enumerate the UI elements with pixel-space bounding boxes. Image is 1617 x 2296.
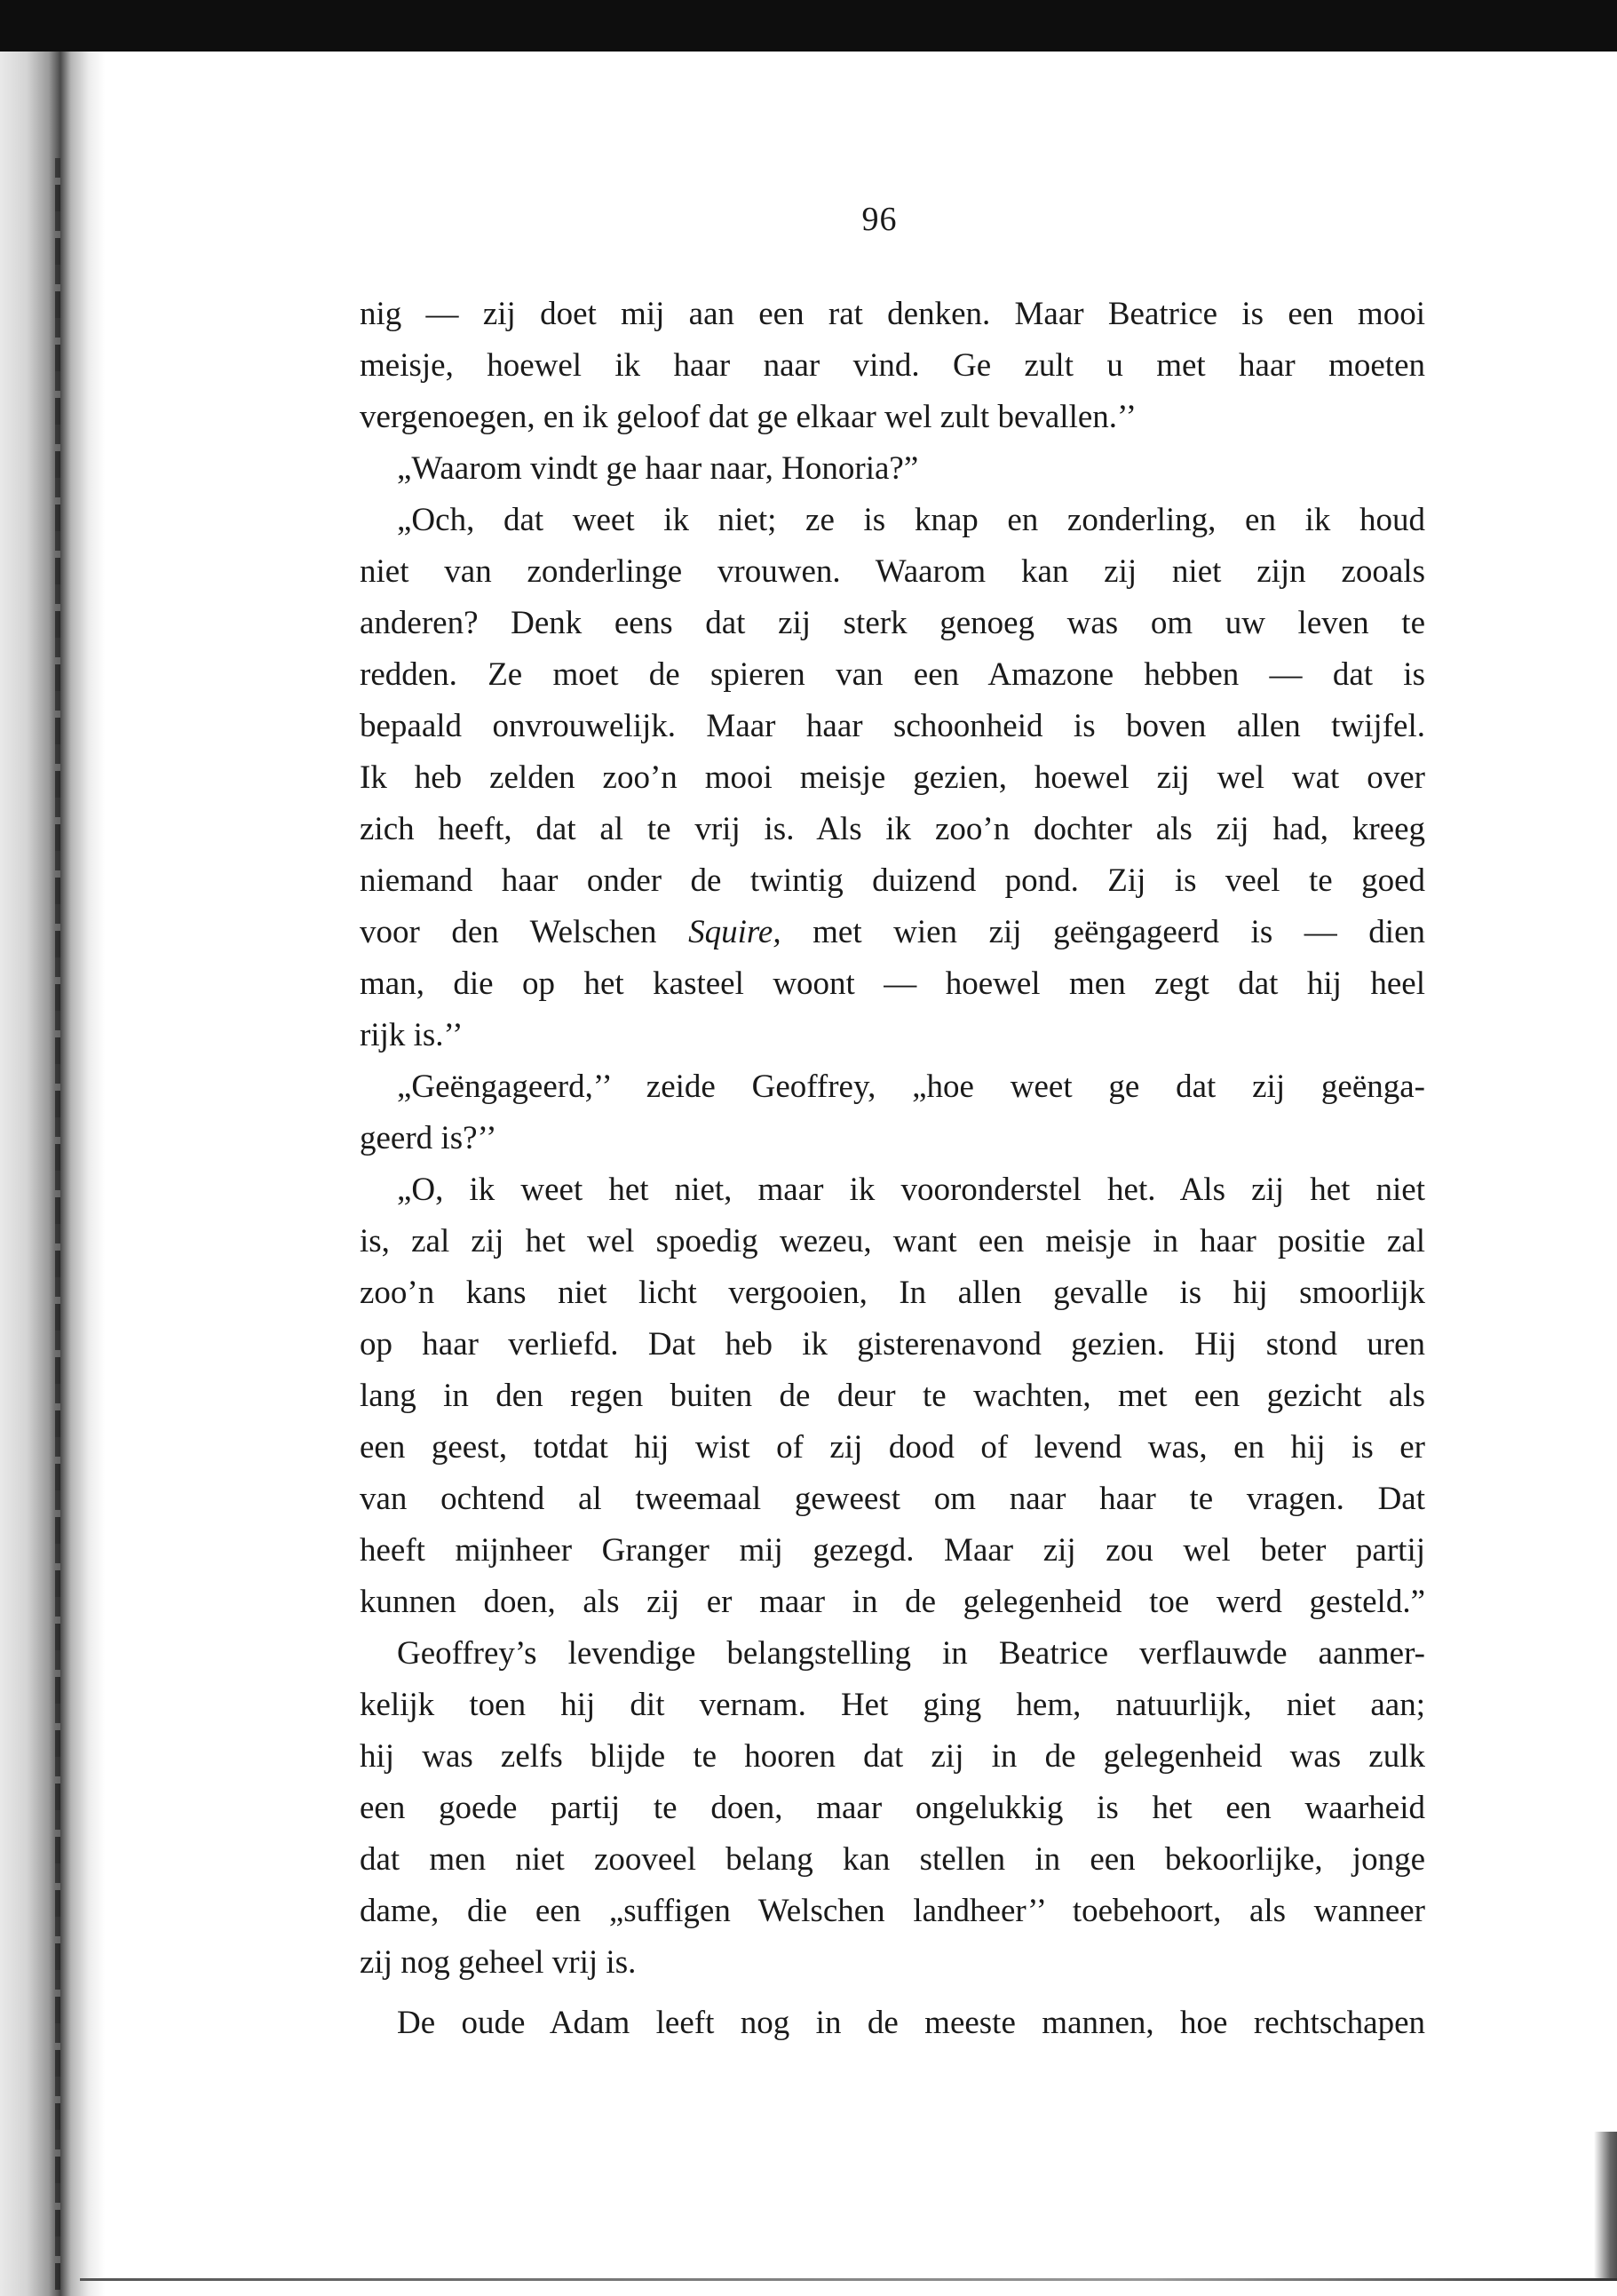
text-line: dame, die een „suffigen Welschen landheer’’ toebehoort, als wanneer (360, 1893, 1425, 1929)
text-line: zoo’n kans niet licht vergooien, In allen gevalle is hij smoorlijk (360, 1275, 1425, 1311)
text-line: lang in den regen buiten de deur te wachten, met een gezicht als (360, 1378, 1425, 1414)
text-segment: voor den Welschen (360, 914, 689, 950)
text-line: nig — zij doet mij aan een rat denken. Maar Beatrice is een mooi (360, 296, 1425, 332)
text-line: zij nog geheel vrij is. (360, 1944, 637, 1981)
text-line: kelijk toen hij dit vernam. Het ging hem, natuurlijk, niet aan; (360, 1687, 1425, 1723)
text-line: kunnen doen, als zij er maar in de gelegenheid toe werd gesteld.” (360, 1584, 1425, 1620)
text-line: redden. Ze moet de spieren van een Amazone hebben — dat is (360, 656, 1425, 693)
italic-term: Squire, (688, 914, 781, 950)
text-line: „O, ik weet het niet, maar ik vooronderstel het. Als zij het niet (397, 1172, 1425, 1208)
text-line: zich heeft, dat al te vrij is. Als ik zoo’n dochter als zij had, kreeg (360, 811, 1425, 847)
text-line: een geest, totdat hij wist of zij dood of levend was, en hij is er (360, 1429, 1425, 1466)
page-number: 96 (861, 201, 898, 238)
text-line: meisje, hoewel ik haar naar vind. Ge zult u met haar moeten (360, 347, 1425, 384)
text-line (360, 907, 1425, 958)
text-line: „Waarom vindt ge haar naar, Honoria?” (397, 450, 919, 487)
text-line: niet van zonderlinge vrouwen. Waarom kan zij niet zijn zooals (360, 553, 1425, 590)
scan-top-border (0, 0, 1617, 52)
text-line: een goede partij te doen, maar ongelukkig is het een waarheid (360, 1790, 1425, 1826)
text-line: De oude Adam leeft nog in de meeste mannen, hoe rechtschapen (397, 2005, 1425, 2041)
text-line: is, zal zij het wel spoedig wezeu, want een meisje in haar positie zal (360, 1223, 1425, 1259)
text-line: heeft mijnheer Granger mij gezegd. Maar zij zou wel beter partij (360, 1532, 1425, 1569)
text-line: anderen? Denk eens dat zij sterk genoeg was om uw leven te (360, 605, 1425, 641)
text-line: „Geëngageerd,’’ zeide Geoffrey, „hoe weet ge dat zij geënga- (397, 1069, 1425, 1105)
body-text (360, 289, 1425, 2049)
text-line: bepaald onvrouwelijk. Maar haar schoonheid is boven allen twijfel. (360, 708, 1425, 744)
scan-binding-shadow (55, 158, 60, 2290)
text-segment: met wien zij geëngageerd is — dien (781, 914, 1425, 950)
text-line: van ochtend al tweemaal geweest om naar haar te vragen. Dat (360, 1481, 1425, 1517)
text-line: vergenoegen, en ik geloof dat ge elkaar wel zult bevallen.’’ (360, 399, 1137, 435)
text-line: niemand haar onder de twintig duizend pond. Zij is veel te goed (360, 862, 1425, 899)
text-line: dat men niet zooveel belang kan stellen in een bekoorlijke, jonge (360, 1841, 1425, 1878)
text-line: Geoffrey’s levendige belangstelling in Beatrice verflauwde aanmer- (397, 1635, 1425, 1672)
text-line: geerd is?’’ (360, 1120, 497, 1156)
text-line: op haar verliefd. Dat heb ik gisterenavond gezien. Hij stond uren (360, 1326, 1425, 1363)
text-line: Ik heb zelden zoo’n mooi meisje gezien, hoewel zij wel wat over (360, 759, 1425, 796)
scan-binding-edge (0, 52, 105, 2296)
text-line: „Och, dat weet ik niet; ze is knap en zonderling, en ik houd (397, 502, 1425, 538)
scan-corner-shadow (1594, 2132, 1617, 2278)
text-line: hij was zelfs blijde te hooren dat zij in de gelegenheid was zulk (360, 1738, 1425, 1775)
scan-bottom-edge (80, 2278, 1617, 2281)
text-line: rijk is.’’ (360, 1017, 464, 1053)
text-line: man, die op het kasteel woont — hoewel men zegt dat hij heel (360, 965, 1425, 1002)
